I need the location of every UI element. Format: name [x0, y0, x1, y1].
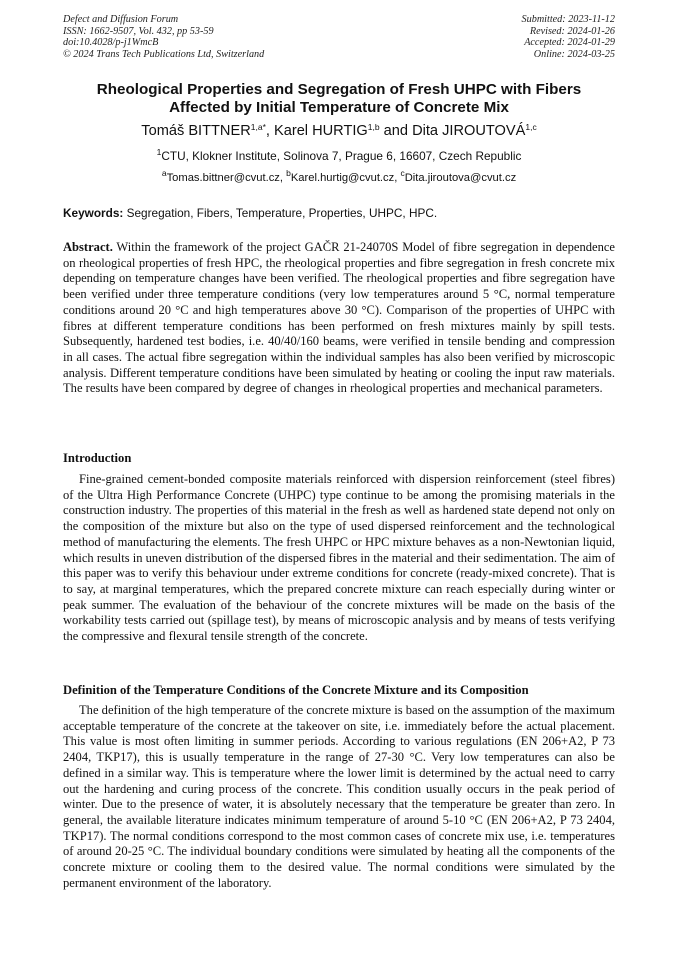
- affiliation-superscript: 1: [156, 147, 162, 157]
- author-separator: ,: [265, 123, 274, 139]
- author-list: [40, 122, 638, 140]
- date-accepted: Accepted: 2024-01-29: [524, 37, 615, 49]
- section-heading-definition: Definition of the Temperature Conditions of the Concrete Mixture and its Composition: [63, 683, 529, 697]
- email-superscript: c: [400, 168, 405, 178]
- keywords-text: Segregation, Fibers, Temperature, Properties, UHPC, HPC.: [123, 206, 438, 220]
- author-name: Karel HURTIG: [273, 123, 368, 139]
- journal-doi: doi:10.4028/p-j1WmcB: [63, 37, 159, 49]
- journal-name: Defect and Diffusion Forum: [63, 14, 179, 25]
- author-emails: [40, 168, 638, 185]
- definition-paragraph: The definition of the high temperature of the concrete mixture is based on the assumption of the maximum acceptable temperature of the concrete at the takeover on site, i.e. immediately before the actual placement. This value is most often limiting in summer periods. According to various regulations (EN 206+A2, P 73 2404, TKP17), this is usually temperature in the range of 27-30 °C. Very low temperatures can also be defined in a similar way. This is temperature where the lower limit is determined by the actual need to carry out the hardening and curing process of the concrete. This condition usually occurs in the peak period of winter. Due to the presence of water, it is absolutely necessary that the temperature be greater than zero. In general, the available literature indicates minimum temperature of around 5-10 °C (EN 206+A2, P 73 2404, TKP17). The normal conditions correspond to the most common cases of concrete mix use, i.e. temperatures of around 20-25 °C. The individual boundary conditions were simulated by heating all the components of the concrete mixture or cooling them to the desired value. The normal conditions were simulated by the permanent environment of the laboratory.: [63, 703, 615, 890]
- paper-title: [40, 81, 638, 116]
- author-superscript: 1,b: [367, 122, 380, 132]
- author-name: Tomáš BITTNER: [141, 123, 251, 139]
- introduction-paragraph: Fine-grained cement-bonded composite materials reinforced with dispersion reinforcement (steel fibres) of the Ultra High Performance Concrete (UHPC) type continue to be among the promising materials in the construction industry. The properties of this material in the fresh as well as hardened state depend not only on the composition of the mixture but also on the type of used dispersed reinforcement and the technological method of manufacturing the elements. The fresh UHPC or HPC mixture behaves as a non-Newtonian liquid, which results in uneven distribution of the dispersed fibres in the material and their sedimentation. The aim of this paper was to verify this behaviour under extreme conditions for concrete (ready-mixed concrete). That is to say, at marginal temperatures, which the prepared concrete mixture can reach especially during winter or peak summer. The evaluation of the behaviour of the concrete mixtures will be made on the basis of the workability tests carried out (spillage test), by means of microscopic analysis and by means of tests verifying the compressive and flexural tensile strength of the concrete.: [63, 472, 615, 644]
- journal-issn: ISSN: 1662-9507, Vol. 432, pp 53-59: [63, 25, 214, 37]
- author-superscript: 1,c: [525, 122, 537, 132]
- journal-info: [63, 14, 264, 60]
- email-link[interactable]: Karel.hurtig@cvut.cz,: [290, 172, 401, 184]
- date-submitted: Submitted: 2023-11-12: [521, 14, 615, 25]
- date-online: Online: 2024-03-25: [533, 48, 615, 60]
- author-name: Dita JIROUTOVÁ: [412, 123, 526, 139]
- email-superscript: b: [286, 168, 291, 178]
- affiliation: [40, 149, 638, 163]
- date-revised: Revised: 2024-01-26: [529, 25, 615, 37]
- keywords: [63, 206, 615, 220]
- author-separator: and: [379, 123, 413, 139]
- email-superscript: a: [161, 168, 167, 178]
- abstract-text: Within the framework of the project GAČR 21-24070S Model of fibre segregation in dependence on rheological properties of fresh HPC, the rheological properties and fibre segregation in fresh concrete mix depending on temperature changes have been verified. The rheological properties and fibre segregation have been verified under three temperature conditions (very low temperatures around 5 °C, normal temperature conditions around 20 °C and high temperatures above 30 °C). Comparison of the properties of UHPC with fibres at different temperature conditions has been performed on fresh mixtures mainly by spill tests. Subsequently, hardened test bodies, i.e. 40/40/160 beams, were verified in tensile bending and compression in all cases. The actual fibre segregation within the individual samples has also been verified by microscopic analysis. Different temperature conditions have been simulated by heating or cooling the input raw materials. The results have been compared by degree of changes in rheological properties and mechanical parameters.: [63, 240, 615, 396]
- section-heading-introduction: Introduction: [63, 451, 132, 465]
- journal-copyright: © 2024 Trans Tech Publications Ltd, Switzerland: [63, 48, 265, 60]
- keywords-label: Keywords:: [63, 206, 124, 220]
- title-line-1: Rheological Properties and Segregation of Fresh UHPC with Fibers: [96, 81, 582, 98]
- affiliation-text: CTU, Klokner Institute, Solinova 7, Prague 6, 16607, Czech Republic: [161, 149, 522, 163]
- abstract: [63, 240, 615, 397]
- email-link[interactable]: Dita.jiroutova@cvut.cz: [404, 172, 517, 184]
- title-line-2: Affected by Initial Temperature of Concrete Mix: [169, 98, 509, 116]
- submission-dates: [522, 14, 615, 60]
- abstract-label: Abstract.: [63, 240, 113, 254]
- email-link[interactable]: Tomas.bittner@cvut.cz,: [166, 172, 287, 184]
- author-superscript: 1,a*: [250, 122, 266, 132]
